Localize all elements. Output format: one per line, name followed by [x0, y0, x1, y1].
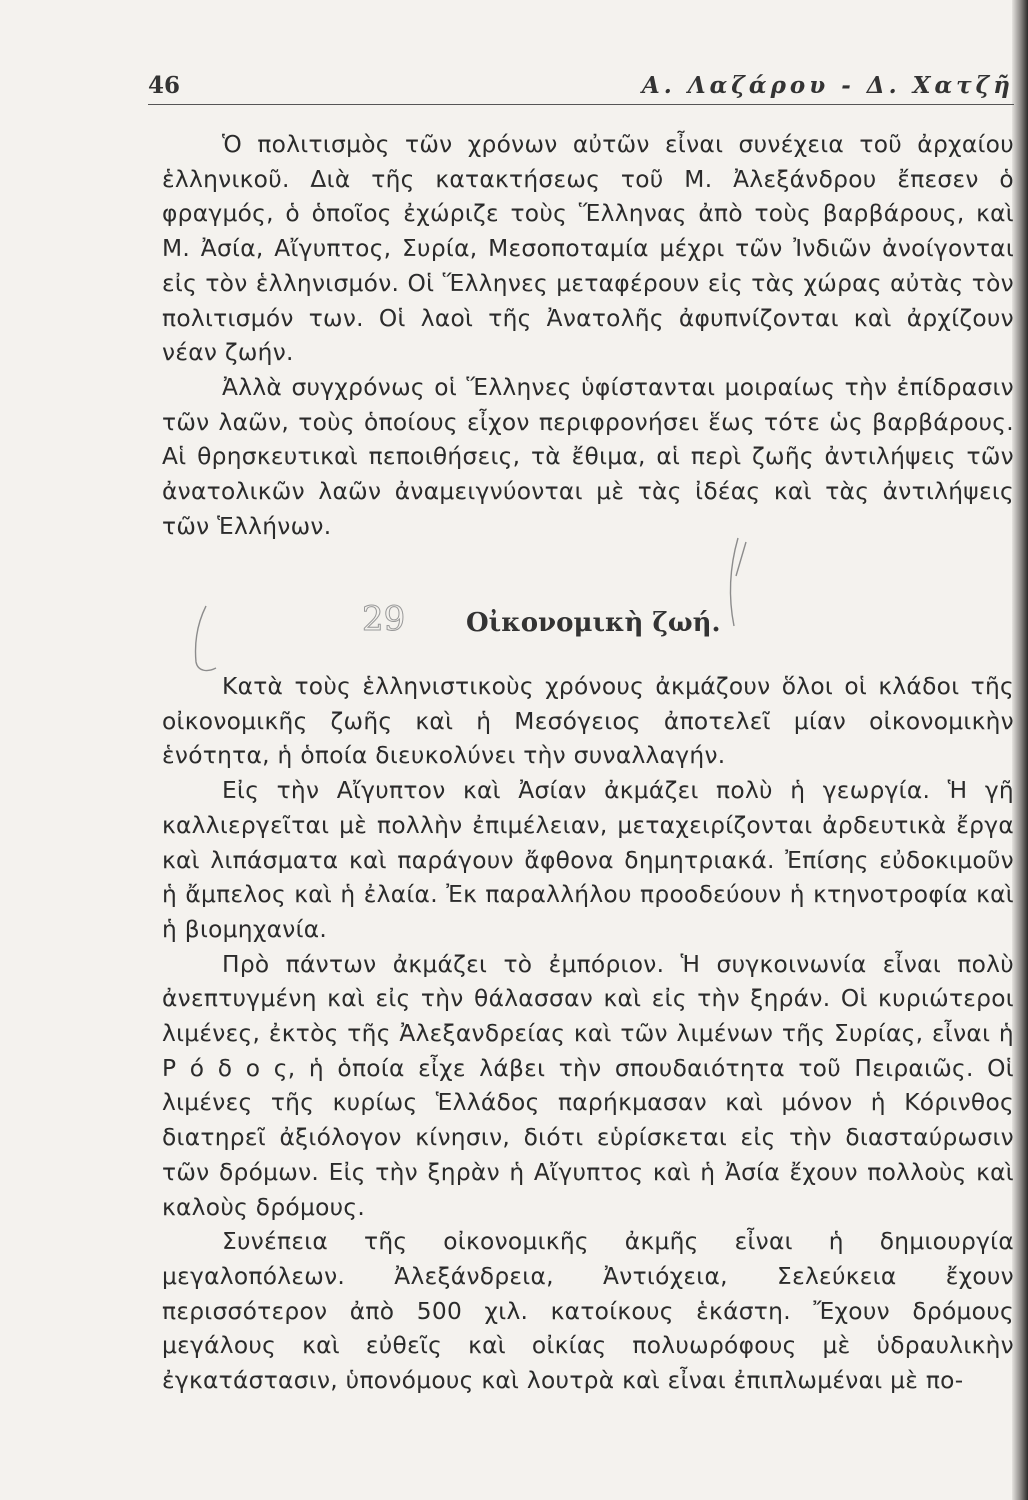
- paragraph: Συνέπεια τῆς οἰκονομικῆς ἀκμῆς εἶναι ἡ δημιουργία μεγαλοπόλεων. Ἀλεξάνδρεια, Ἀντιόχεια, Σελεύκεια ἔχουν περισσότερον ἀπὸ 500 χιλ. κατοίκους ἑκάστη. Ἔχουν δρόμους μεγάλους καὶ εὐθεῖς καὶ οἰκίας πολυωρόφους μὲ ὑδραυλικὴν ἐγκατάστασιν, ὑπονόμους καὶ λουτρὰ καὶ εἶναι ἐπιπλωμέναι μὲ πο-: [162, 1228, 1014, 1395]
- pencil-annotation-number-text: 29: [362, 599, 406, 639]
- text-block-bottom: [162, 670, 1014, 1399]
- paragraph: Ἀλλὰ συγχρόνως οἱ Ἕλληνες ὑφίστανται μοιραίως τὴν ἐπίδρασιν τῶν λαῶν, τοὺς ὁποίους εἶχον περιφρονήσει ἕως τότε ὡς βαρβάρους. Αἱ θρησκευτικαὶ πεποιθήσεις, τὰ ἔθιμα, αἱ περὶ ζωῆς ἀντιλήψεις τῶν ἀνατολικῶν λαῶν ἀναμειγνύονται μὲ τὰς ἰδέας καὶ τὰς ἀντιλήψεις τῶν Ἑλλήνων.: [162, 373, 1014, 540]
- paragraph: Πρὸ πάντων ἀκμάζει τὸ ἐμπόριον. Ἡ συγκοινωνία εἶναι πολὺ ἀνεπτυγμένη καὶ εἰς τὴν θάλασσαν καὶ εἰς τὴν ξηράν. Οἱ κυριώτεροι λιμένες, ἐκτὸς τῆς Ἀλεξανδρείας καὶ τῶν λιμένων τῆς Συρίας, εἶναι ἡ Ρ ό δ ο ς, ἡ ὁποία εἶχε λάβει τὴν σπουδαιότητα τοῦ Πειραιῶς. Οἱ λιμένες τῆς κυρίως Ἑλλάδος παρήκμασαν καὶ μόνον ἡ Κόρινθος διατηρεῖ ἀξιόλογον κίνησιν, διότι εὑρίσκεται εἰς τὴν διασταύρωσιν τῶν δρόμων. Εἰς τὴν ξηρὰν ἡ Αἴγυπτος καὶ ἡ Ἀσία ἔχουν πολλοὺς καὶ καλοὺς δρόμους.: [162, 950, 1014, 1221]
- paragraph: Κατὰ τοὺς ἑλληνιστικοὺς χρόνους ἀκμάζουν ὅλοι οἱ κλάδοι τῆς οἰκονομικῆς ζωῆς καὶ ἡ Μεσόγειος ἀποτελεῖ μίαν οἰκονομικὴν ἑνότητα, ἡ ὁποία διευκολύνει τὴν συναλλαγήν.: [162, 673, 1014, 770]
- section-title: Οἰκονομικὴ ζωή.: [466, 608, 721, 638]
- header-rule: [148, 104, 1014, 105]
- pencil-annotation-stroke: [718, 536, 758, 636]
- page-number: 46: [148, 72, 181, 99]
- page-edge-shadow: [1012, 0, 1028, 1500]
- text-block-top: [162, 128, 1014, 544]
- pencil-annotation-number: [356, 588, 436, 648]
- paragraph: Εἰς τὴν Αἴγυπτον καὶ Ἀσίαν ἀκμάζει πολὺ ἡ γεωργία. Ἡ γῆ καλλιεργεῖται μὲ πολλὴν ἐπιμέλειαν, μεταχειρίζονται ἀρδευτικὰ ἔργα καὶ λιπάσματα καὶ παράγουν ἄφθονα δημητριακά. Ἐπίσης εὐδοκιμοῦν ἡ ἄμπελος καὶ ἡ ἐλαία. Ἐκ παραλλήλου προοδεύουν ἡ κτηνοτροφία καὶ ἡ βιομηχανία.: [162, 777, 1014, 943]
- paragraph: Ὁ πολιτισμὸς τῶν χρόνων αὐτῶν εἶναι συνέχεια τοῦ ἀρχαίου ἑλληνικοῦ. Διὰ τῆς κατακτήσεως τοῦ Μ. Ἀλεξάνδρου ἔπεσεν ὁ φραγμός, ὁ ὁποῖος ἐχώριζε τοὺς Ἕλληνας ἀπὸ τοὺς βαρβάρους, καὶ Μ. Ἀσία, Αἴγυπτος, Συρία, Μεσοποταμία μέχρι τῶν Ἰνδιῶν ἀνοίγονται εἰς τὸν ἑλληνισμόν. Οἱ Ἕλληνες μεταφέρουν εἰς τὰς χώρας αὐτὰς τὸν πολιτισμόν των. Οἱ λαοὶ τῆς Ἀνατολῆς ἀφυπνίζονται καὶ ἀρχίζουν νέαν ζωήν.: [162, 131, 1014, 367]
- page-header: [148, 72, 1014, 104]
- running-head: Α. Λαζάρου - Δ. Χατζῆ: [641, 72, 1014, 99]
